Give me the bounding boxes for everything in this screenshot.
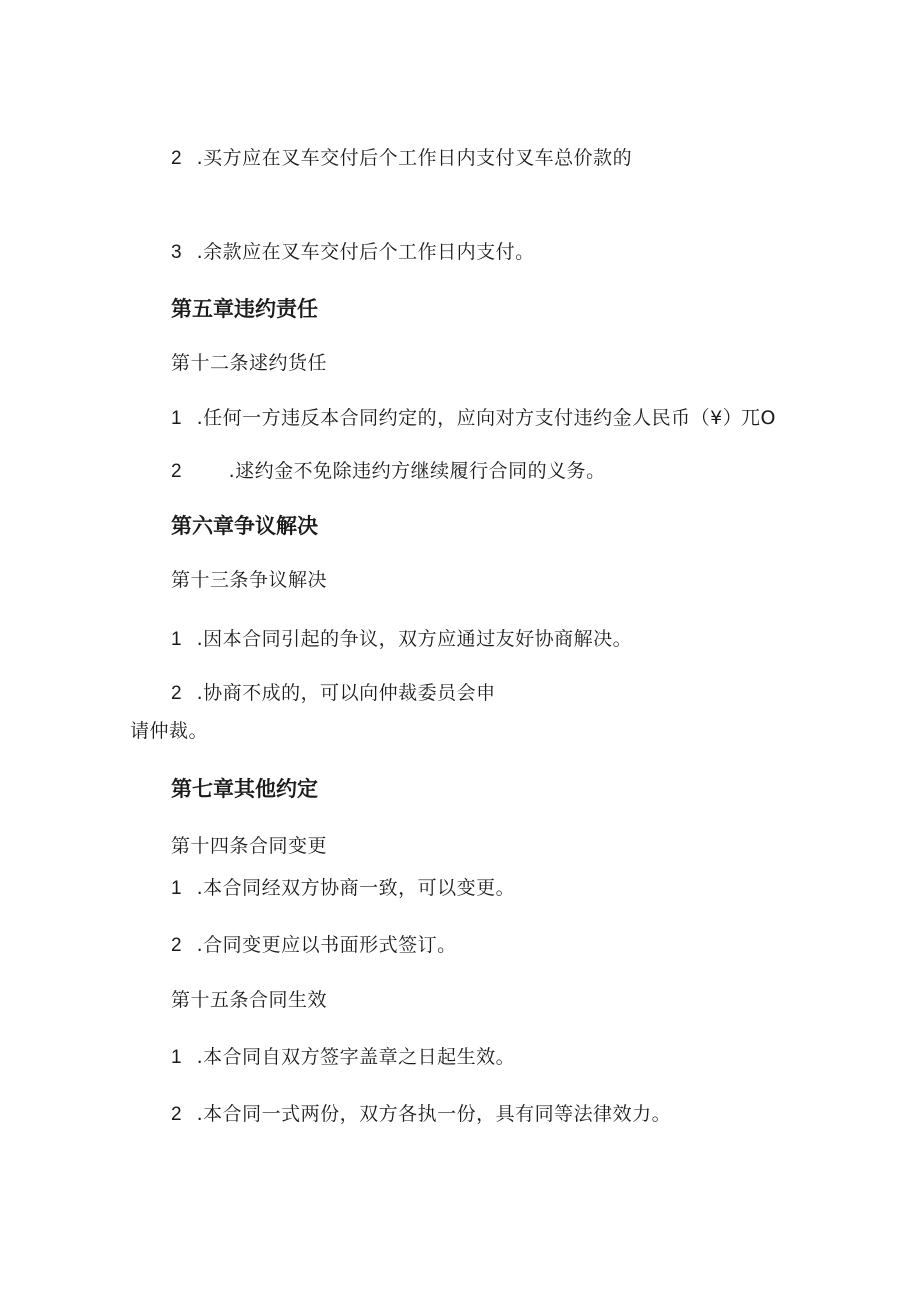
penalty-amount-blank: 兀O (741, 407, 776, 429)
clause-text: .本合同自双方签字盖章之日起生效。 (196, 1046, 516, 1068)
chapter-5-heading: 第五章违约责任 (171, 297, 318, 321)
clause-number: 3 (171, 242, 183, 263)
article-15-heading: 第十五条合同生效 (171, 989, 328, 1011)
clause-text: .合同变更应以书面形式签订。 (196, 934, 457, 956)
payment-clause-2 (171, 146, 632, 171)
clause-number: 2 (171, 1104, 183, 1125)
chapter-6-heading: 第六章争议解决 (171, 514, 318, 538)
clause-text: .余款应在叉车交付后个工作日内支付。 (196, 241, 535, 263)
article-13-heading: 第十三条争议解决 (171, 569, 328, 591)
clause-text: .任何一方违反本合同约定的，应向对方支付违约金人民币（¥） (196, 407, 743, 429)
dispute-clause-2 (171, 681, 496, 706)
liability-clause-2 (171, 459, 606, 484)
effectiveness-clause-2 (171, 1102, 671, 1127)
clause-number: 2 (171, 683, 183, 704)
amendment-clause-2 (171, 933, 457, 958)
clause-text: .协商不成的，可以向仲裁委员会申 (196, 682, 496, 704)
liability-clause-1 (171, 406, 742, 431)
payment-clause-3 (171, 240, 535, 265)
clause-number: 2 (171, 935, 183, 956)
chapter-7-heading: 第七章其他约定 (171, 777, 318, 801)
effectiveness-clause-1 (171, 1045, 515, 1070)
clause-number: 2 (171, 148, 183, 169)
clause-number: 1 (171, 878, 183, 899)
dispute-clause-2-continuation: 请仲裁。 (130, 720, 209, 742)
clause-text: .本合同一式两份，双方各执一份，具有同等法律效力。 (196, 1103, 672, 1125)
clause-number: 1 (171, 408, 183, 429)
dispute-clause-1 (171, 627, 632, 652)
clause-text: .因本合同引起的争议，双方应通过友好协商解决。 (196, 628, 633, 650)
clause-number: 1 (171, 1047, 183, 1068)
clause-number: 2 (171, 461, 183, 482)
clause-text: .逑约金不免除违约方继续履行合同的义务。 (228, 460, 606, 482)
amendment-clause-1 (171, 876, 515, 901)
article-14-heading: 第十四条合同变更 (171, 835, 328, 857)
clause-number: 1 (171, 629, 183, 650)
clause-text: .买方应在叉车交付后个工作日内支付叉车总价款的 (196, 147, 633, 169)
clause-text: .本合同经双方协商一致，可以变更。 (196, 877, 516, 899)
article-12-heading: 第十二条逑约货任 (171, 352, 328, 374)
